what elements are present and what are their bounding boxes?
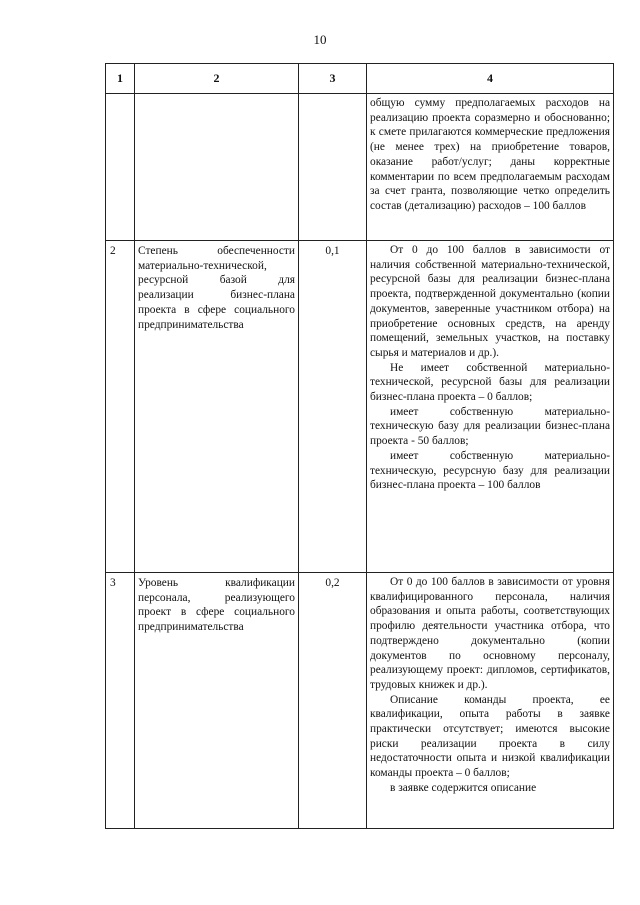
row-number: 3	[106, 573, 135, 829]
page-number: 10	[313, 32, 327, 47]
criterion-cell	[135, 94, 299, 241]
criterion-cell: Уровень квалификации персонала, реализующего проект в сфере социального предпринимательства	[135, 573, 299, 829]
column-header-3: 3	[299, 64, 367, 94]
description-paragraph: Описание команды проекта, ее квалификации, опыта работы в заявке практически отсутствует; имеются высокие риски реализации проекта в силу недостаточности опыта и низкой квалификации команды проекта – 0 баллов;	[370, 693, 610, 780]
row-number: 2	[106, 241, 135, 573]
description-paragraph: имеет собственную материально-техническую, ресурсную базу для реализации бизнес-плана проекта – 100 баллов	[370, 449, 610, 492]
description-cell	[367, 94, 614, 241]
description-paragraph: Не имеет собственной материально-технической, ресурсной базы для реализации бизнес-плана проекта – 0 баллов;	[370, 361, 610, 404]
row-number	[106, 94, 135, 241]
criterion-cell: Степень обеспеченности материально-технической, ресурсной базой для реализации бизнес-плана проекта в сфере социального предпринимательства	[135, 241, 299, 573]
description-cell	[367, 241, 614, 573]
table-row	[106, 573, 614, 829]
description-paragraph: имеет собственную материально-техническую базу для реализации бизнес-плана проекта - 50 баллов;	[370, 405, 610, 448]
column-header-1: 1	[106, 64, 135, 94]
weight-cell	[299, 94, 367, 241]
weight-cell: 0,1	[299, 241, 367, 573]
table-row	[106, 241, 614, 573]
description-paragraph: общую сумму предполагаемых расходов на реализацию проекта соразмерно и обоснованно; к смете прилагаются коммерческие предложения (не менее трех) на приобретение товаров, оказание работ/услуг; даны корректные комментарии по всем предполагаемым расходам за счет гранта, позволяющие четко определить состав (детализацию) расходов – 100 баллов	[370, 97, 610, 212]
description-paragraph: От 0 до 100 баллов в зависимости от уровня квалифицированного персонала, наличия образования и опыта работы, соответствующих профилю деятельности участника отбора, что подтверждено документально (копии документов по основному персоналу, реализующему проект: дипломов, сертификатов, трудовых книжек и др.).	[370, 576, 610, 691]
criteria-table	[105, 63, 614, 829]
description-cell	[367, 573, 614, 829]
header-row	[106, 64, 614, 94]
column-header-2: 2	[135, 64, 299, 94]
column-header-4: 4	[367, 64, 614, 94]
description-paragraph: От 0 до 100 баллов в зависимости от наличия собственной материально-технической, ресурсной базы для реализации бизнес-плана проекта, подтвержденной документально (копии документов, заверенные участником отбора) на приобретение основных средств, на аренду помещений, земельных участков, на поставку сырья и материалов и др.).	[370, 244, 610, 359]
description-paragraph: в заявке содержится описание	[390, 781, 537, 794]
table-row	[106, 94, 614, 241]
weight-cell: 0,2	[299, 573, 367, 829]
